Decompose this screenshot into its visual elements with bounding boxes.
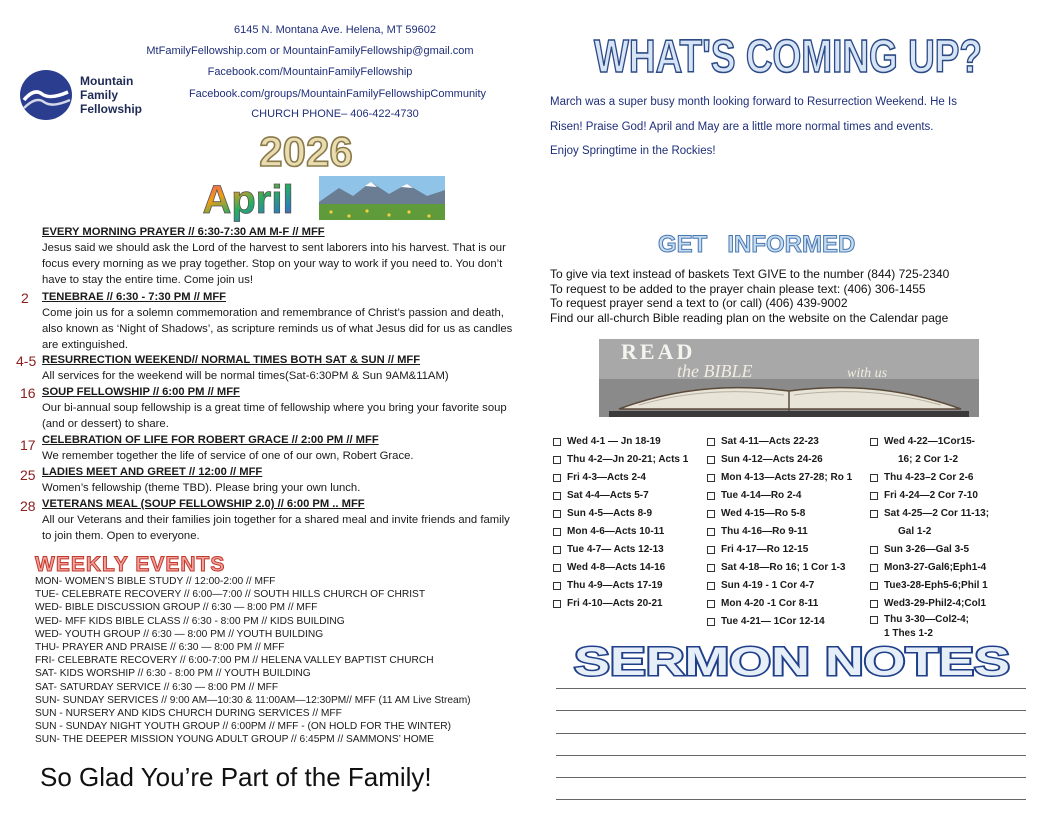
- checkbox-icon[interactable]: [870, 600, 878, 608]
- checkbox-icon[interactable]: [553, 510, 561, 518]
- reading-item[interactable]: Wed3-29-Phil2-4;Col1: [870, 595, 989, 613]
- logo-line-1: Mountain: [80, 74, 134, 88]
- reading-item[interactable]: Mon 4-20 -1 Cor 8-11: [707, 595, 852, 613]
- event-morning-prayer: [42, 224, 517, 288]
- reading-item[interactable]: Sun 3-26—Gal 3-5: [870, 541, 989, 559]
- reading-item[interactable]: Fri 4-24—2 Cor 7-10: [870, 487, 989, 505]
- checkbox-icon[interactable]: [553, 582, 561, 590]
- note-line[interactable]: [556, 688, 1026, 689]
- info-line: To give via text instead of baskets Text GIVE to the number (844) 725-2340: [550, 267, 950, 281]
- checkbox-icon[interactable]: [707, 600, 715, 608]
- event-body: All services for the weekend will be normal times(Sat-6:30PM & Sun 9AM&11AM): [42, 370, 449, 382]
- checkbox-icon[interactable]: [707, 438, 715, 446]
- sermon-title-text: SERMON NOTES: [574, 640, 1010, 684]
- info-line: To request to be added to the prayer chain please text: (406) 306-1455: [550, 281, 926, 296]
- checkbox-icon[interactable]: [553, 438, 561, 446]
- event-veterans-meal: [42, 496, 517, 544]
- facebook-group[interactable]: Facebook.com/groups/MountainFamilyFellowshipCommunity: [188, 88, 487, 100]
- month-text: April: [202, 178, 294, 222]
- event-resurrection: [42, 352, 517, 384]
- checkbox-icon[interactable]: [707, 474, 715, 482]
- facebook-page[interactable]: Facebook.com/MountainFamilyFellowship: [207, 66, 413, 78]
- checkbox-icon[interactable]: [553, 600, 561, 608]
- event-title: RESURRECTION WEEKEND// NORMAL TIMES BOTH SAT & SUN // MFF: [42, 354, 421, 366]
- logo-line-2: Family: [80, 88, 119, 102]
- reading-item-continued: Gal 1-2: [898, 526, 932, 537]
- read-word: READ: [621, 339, 696, 364]
- checkbox-icon[interactable]: [707, 456, 715, 464]
- reading-item[interactable]: Wed 4-15—Ro 5-8: [707, 505, 852, 523]
- reading-item[interactable]: Mon 4-13—Acts 27-28; Ro 1: [707, 469, 852, 487]
- weekly-item: FRI- CELEBRATE RECOVERY // 6:00-7:00 PM // HELENA VALLEY BAPTIST CHURCH: [35, 655, 434, 667]
- get-informed-title-text: GET INFORMED: [658, 231, 856, 258]
- reading-item[interactable]: Mon 4-6—Acts 10-11: [553, 523, 688, 541]
- reading-item[interactable]: Thu 4-9—Acts 17-19: [553, 577, 688, 595]
- reading-plan-col-2: [707, 433, 852, 631]
- checkbox-icon[interactable]: [870, 546, 878, 554]
- read-the-bible-banner: [599, 339, 979, 417]
- weekly-title-text: WEEKLY EVENTS: [35, 553, 226, 576]
- note-line[interactable]: [556, 799, 1026, 800]
- logo-line-3: Fellowship: [80, 102, 143, 116]
- event-title: CELEBRATION OF LIFE FOR ROBERT GRACE // 2:00 PM // MFF: [42, 434, 379, 446]
- reading-plan-col-1: [553, 433, 688, 613]
- bible-word: the BIBLE: [677, 361, 753, 381]
- weekly-item: WED- BIBLE DISCUSSION GROUP // 6:30 — 8:00 PM // MFF: [35, 602, 318, 614]
- reading-plan-col-3: [870, 433, 989, 641]
- checkbox-icon[interactable]: [870, 616, 878, 624]
- checkbox-icon[interactable]: [553, 456, 561, 464]
- event-title: LADIES MEET AND GREET // 12:00 // MFF: [42, 466, 263, 478]
- closing-message: So Glad You’re Part of the Family!: [40, 762, 432, 792]
- reading-item[interactable]: Mon3-27-Gal6;Eph1-4: [870, 559, 989, 577]
- checkbox-icon[interactable]: [707, 510, 715, 518]
- checkbox-icon[interactable]: [707, 546, 715, 554]
- event-ladies-meet: [42, 464, 517, 496]
- reading-item[interactable]: Fri 4-10—Acts 20-21: [553, 595, 688, 613]
- event-body: Jesus said we should ask the Lord of the harvest to sent laborers into his harvest. That is our focus every morning as we pray together. Stop on your way to work if you need to. You don’t have to stay the entire time. Come join us!: [42, 242, 506, 286]
- info-line: To request prayer send a text to (or call) (406) 439-9002: [550, 296, 848, 310]
- reading-item[interactable]: Thu 4-2—Jn 20-21; Acts 1: [553, 451, 688, 469]
- event-date: 25: [20, 467, 36, 483]
- weekly-item: SUN- SUNDAY SERVICES // 9:00 AM—10:30 & 11:00AM—12:30PM// MFF (11 AM Live Stream): [35, 694, 471, 706]
- weekly-events-list: [35, 575, 471, 746]
- reading-item[interactable]: Sun 4-5—Acts 8-9: [553, 505, 688, 523]
- checkbox-icon[interactable]: [870, 564, 878, 572]
- coming-up-title-text: WHAT'S COMING UP?: [594, 30, 982, 82]
- reading-item[interactable]: Wed 4-22—1Cor15-: [870, 433, 989, 451]
- checkbox-icon[interactable]: [870, 510, 878, 518]
- reading-item-continued: 1 Thes 1-2: [884, 628, 933, 639]
- year-text: 2026: [259, 128, 353, 175]
- reading-item[interactable]: Fri 4-3—Acts 2-4: [553, 469, 688, 487]
- event-celebration-of-life: [42, 432, 517, 464]
- with-us-word: with us: [847, 366, 888, 381]
- checkbox-icon[interactable]: [707, 528, 715, 536]
- coming-up-line: Enjoy Springtime in the Rockies!: [550, 145, 716, 157]
- note-line[interactable]: [556, 755, 1026, 756]
- checkbox-icon[interactable]: [870, 492, 878, 500]
- checkbox-icon[interactable]: [553, 492, 561, 500]
- event-tenebrae: [42, 289, 517, 353]
- checkbox-icon[interactable]: [707, 564, 715, 572]
- church-logo: [20, 70, 142, 120]
- reading-item[interactable]: Sat 4-11—Acts 22-23: [707, 433, 852, 451]
- weekly-item: SUN- THE DEEPER MISSION YOUNG ADULT GROUP // 6:45PM // SAMMONS’ HOME: [35, 734, 434, 746]
- weekly-item: TUE- CELEBRATE RECOVERY // 6:00—7:00 // SOUTH HILLS CHURCH OF CHRIST: [35, 589, 426, 601]
- checkbox-icon[interactable]: [553, 564, 561, 572]
- info-line: Find our all-church Bible reading plan on the website on the Calendar page: [550, 310, 949, 325]
- reading-item[interactable]: Tue 4-21— 1Cor 12-14: [707, 613, 852, 631]
- event-title: TENEBRAE // 6:30 - 7:30 PM // MFF: [42, 291, 227, 303]
- checkbox-icon[interactable]: [870, 438, 878, 446]
- event-title: VETERANS MEAL (SOUP FELLOWSHIP 2.0) // 6:00 PM .. MFF: [42, 498, 365, 510]
- reading-item[interactable]: Tue 4-14—Ro 2-4: [707, 487, 852, 505]
- weekly-item: MON- WOMEN’S BIBLE STUDY // 12:00-2:00 // MFF: [35, 576, 276, 587]
- website-email[interactable]: MtFamilyFellowship.com or MountainFamilyFellowship@gmail.com: [146, 45, 474, 57]
- note-line[interactable]: [556, 710, 1026, 711]
- weekly-item: WED- MFF KIDS BIBLE CLASS // 6:30 - 8:00 PM // KIDS BUILDING: [35, 615, 345, 627]
- checkbox-icon[interactable]: [870, 474, 878, 482]
- april-graphic: [193, 175, 303, 222]
- checkbox-icon[interactable]: [707, 492, 715, 500]
- reading-item[interactable]: Sat 4-4—Acts 5-7: [553, 487, 688, 505]
- event-body: Come join us for a solemn commemoration and remembrance of Christ’s passion and death, also known as ‘Night of Shadows’, as scripture reminds us of what Jesus did for us as candles are extinguished.: [42, 307, 513, 351]
- event-date: 28: [20, 498, 36, 514]
- reading-item[interactable]: Thu 3-30—Col2-4;: [870, 613, 989, 627]
- weekly-item: SAT- KIDS WORSHIP // 6:30 - 8:00 PM // YOUTH BUILDING: [35, 668, 311, 680]
- event-title: EVERY MORNING PRAYER // 6:30-7:30 AM M-F // MFF: [42, 226, 325, 238]
- church-phone: CHURCH PHONE– 406-422-4730: [251, 108, 419, 120]
- year-2026-graphic: [245, 128, 367, 175]
- event-date: 4-5: [16, 353, 37, 369]
- note-line[interactable]: [556, 733, 1026, 734]
- reading-item[interactable]: Fri 4-17—Ro 12-15: [707, 541, 852, 559]
- event-soup-fellowship: [42, 384, 517, 432]
- weekly-item: SUN - SUNDAY NIGHT YOUTH GROUP // 6:00PM // MFF - (ON HOLD FOR THE WINTER): [35, 721, 452, 733]
- event-date: 17: [20, 437, 36, 453]
- event-date: 2: [21, 290, 29, 306]
- checkbox-icon[interactable]: [553, 528, 561, 536]
- sermon-notes-heading: [572, 638, 1012, 682]
- weekly-item: SUN - NURSERY AND KIDS CHURCH DURING SERVICES // MFF: [35, 707, 342, 719]
- event-body: We remember together the life of service of one of our own, Robert Grace.: [42, 450, 414, 462]
- checkbox-icon[interactable]: [707, 582, 715, 590]
- reading-item[interactable]: Tue 4-7— Acts 12-13: [553, 541, 688, 559]
- event-title: SOUP FELLOWSHIP // 6:00 PM // MFF: [42, 386, 240, 398]
- event-body: All our Veterans and their families join together for a shared meal and invite friends and family to join them. Open to everyone.: [42, 514, 510, 542]
- coming-up-line: March was a super busy month looking forward to Resurrection Weekend. He Is: [550, 96, 957, 108]
- reading-item[interactable]: Sun 4-19 - 1 Cor 4-7: [707, 577, 852, 595]
- checkbox-icon[interactable]: [553, 546, 561, 554]
- get-informed-lines: [550, 267, 949, 325]
- reading-item[interactable]: Sun 4-12—Acts 24-26: [707, 451, 852, 469]
- weekly-events-heading: [33, 550, 243, 576]
- event-body: Women’s fellowship (theme TBD). Please bring your own lunch.: [42, 482, 361, 494]
- reading-item[interactable]: Sat 4-25—2 Cor 11-13;: [870, 505, 989, 523]
- checkbox-icon[interactable]: [707, 618, 715, 626]
- reading-item[interactable]: Wed 4-8—Acts 14-16: [553, 559, 688, 577]
- checkbox-icon[interactable]: [870, 582, 878, 590]
- mountain-logo-icon: [20, 70, 72, 120]
- reading-item[interactable]: Tue3-28-Eph5-6;Phil 1: [870, 577, 989, 595]
- reading-item[interactable]: Sat 4-18—Ro 16; 1 Cor 1-3: [707, 559, 852, 577]
- weekly-item: THU- PRAYER AND PRAISE // 6:30 — 8:00 PM // MFF: [35, 641, 285, 653]
- note-line[interactable]: [556, 777, 1026, 778]
- event-date: 16: [20, 385, 36, 401]
- reading-item[interactable]: Thu 4-23–2 Cor 2-6: [870, 469, 989, 487]
- reading-item[interactable]: Thu 4-16—Ro 9-11: [707, 523, 852, 541]
- weekly-item: WED- YOUTH GROUP // 6:30 — 8:00 PM // YOUTH BUILDING: [35, 628, 324, 640]
- get-informed-heading: [656, 228, 876, 258]
- reading-item[interactable]: Wed 4-1 — Jn 18-19: [553, 433, 688, 451]
- mountain-meadow-photo: [319, 176, 445, 220]
- event-body: Our bi-annual soup fellowship is a great time of fellowship where you bring your favorite soup (and or dessert) to share.: [42, 402, 507, 430]
- whats-coming-up-heading: [592, 24, 992, 82]
- address: 6145 N. Montana Ave. Helena, MT 59602: [233, 24, 436, 36]
- checkbox-icon[interactable]: [553, 474, 561, 482]
- reading-item-continued: 16; 2 Cor 1-2: [898, 454, 959, 465]
- weekly-item: SAT- SATURDAY SERVICE // 6:30 — 8:00 PM // MFF: [35, 681, 279, 693]
- coming-up-line: Risen! Praise God! April and May are a little more normal times and events.: [550, 121, 934, 133]
